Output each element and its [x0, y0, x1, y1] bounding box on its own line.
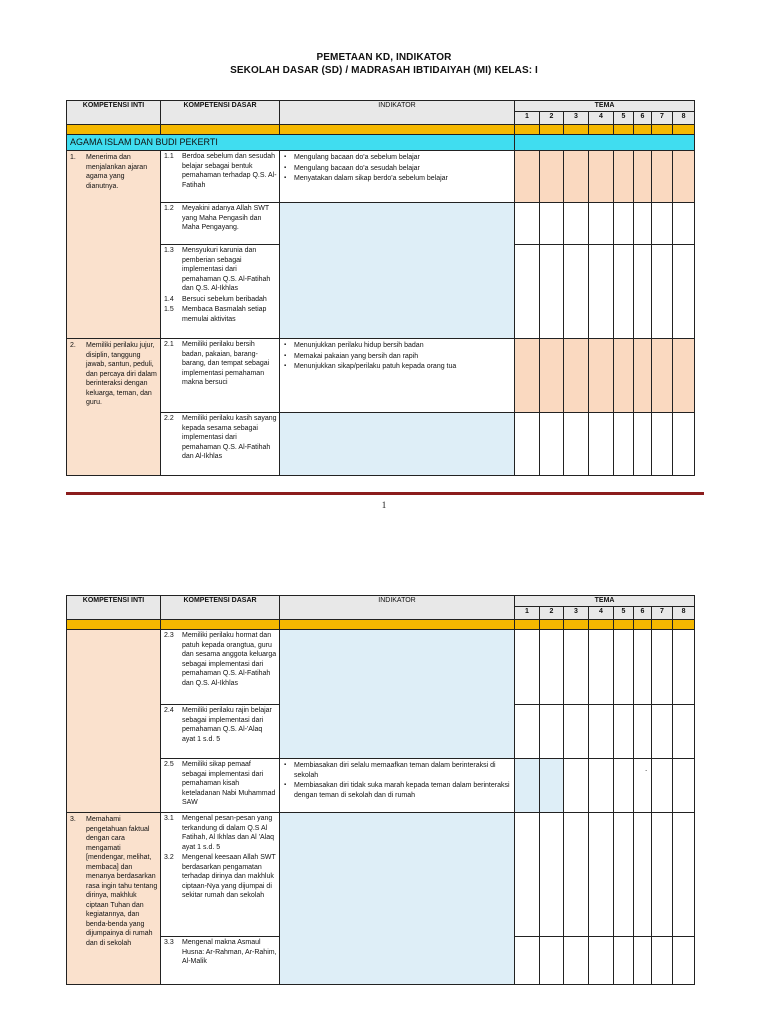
kd-1-2-cell — [161, 203, 280, 245]
ki-number: 2. — [70, 342, 76, 349]
indikator-item: ▪ Menyatakan dalam sikap berdo'a sebelum belajar — [294, 174, 514, 184]
indikator-cell-empty — [280, 203, 515, 339]
kd-number: 3.2 — [164, 854, 174, 861]
subject-label: AGAMA ISLAM DAN BUDI PEKERTI — [67, 135, 515, 151]
tema-number: 2 — [540, 607, 564, 620]
kd-text: Meyakini adanya Allah SWT yang Maha Pengasih dan Maha Pengayang. — [182, 205, 270, 231]
document-subtitle: SEKOLAH DASAR (SD) / MADRASAH IBTIDAIYAH (MI) KELAS: I — [230, 65, 538, 76]
kd-2-5-cell — [161, 759, 280, 813]
kd-text: Memiliki perilaku bersih badan, pakaian, barang-barang, dan tempat sebagai implementasi pemahaman makna bersuci — [182, 341, 270, 386]
kd-3-1-and-3-2-cell — [161, 813, 280, 937]
kd-text: Membaca Basmalah setiap memulai aktivitas — [182, 306, 267, 323]
ki-1-cell — [67, 151, 161, 339]
ki-text: Memahami pengetahuan faktual dengan cara mengamati [mendengar, melihat, membaca] dan menanya berdasarkan rasa ingin tahu tentang dirinya, makhluk ciptaan Tuhan dan kegiatannya, dan benda-benda yang dijumpainya di rumah dan di sekolah — [86, 816, 158, 947]
kd-1-3-to-1-5-cell — [161, 245, 280, 339]
table-row — [67, 151, 695, 203]
ki-number: 3. — [70, 816, 76, 823]
tema-number: 1 — [515, 607, 540, 620]
tema-number: 2 — [540, 112, 564, 125]
indikator-cell-empty — [280, 630, 515, 759]
kd-3-3-cell — [161, 937, 280, 985]
ki-3-cell — [67, 813, 161, 985]
indikator-cell — [280, 151, 515, 203]
indikator-item: ▪ Mengulang bacaan do'a sebelum belajar — [294, 153, 514, 163]
subject-row — [67, 135, 695, 151]
indikator-item: ▪ Menunjukkan sikap/perilaku patuh kepada orang tua — [294, 362, 514, 372]
table-row — [67, 813, 695, 937]
table-row — [67, 630, 695, 705]
kd-number: 1.5 — [164, 306, 174, 313]
tema-number: 7 — [652, 607, 673, 620]
table-row — [67, 759, 695, 813]
header-kompetensi-inti: KOMPETENSI INTI — [67, 596, 161, 620]
kd-number: 3.3 — [164, 939, 174, 946]
tema-number: 5 — [614, 112, 634, 125]
kd-text: Berdoa sebelum dan sesudah belajar sebagai bentuk pemahaman terhadap Q.S. Al-Fatihah — [182, 153, 277, 189]
header-tema: TEMA — [515, 101, 695, 112]
tema-number: 8 — [673, 112, 695, 125]
page-number: 1 — [381, 500, 387, 510]
indikator-cell-empty — [280, 413, 515, 476]
yellow-separator-row — [67, 620, 695, 630]
header-indikator: INDIKATOR — [280, 101, 515, 125]
kd-text: Bersuci sebelum beribadah — [182, 295, 267, 303]
ki-2-continued-cell — [67, 630, 161, 813]
document-title: PEMETAAN KD, INDIKATOR — [316, 52, 452, 63]
ki-text: Memiliki perilaku jujur, disiplin, tanggung jawab, santun, peduli, dan percaya diri dalam berinteraksi dengan keluarga, teman, dan guru. — [86, 342, 157, 406]
header-indikator: INDIKATOR — [280, 596, 515, 620]
kd-2-3-cell — [161, 630, 280, 705]
indikator-cell — [280, 339, 515, 413]
ki-2-cell — [67, 339, 161, 476]
indikator-item: ▪ Membiasakan diri tidak suka marah kepada teman dalam berinteraksi dengan teman di sekolah dan di rumah — [294, 781, 514, 800]
table-row — [67, 203, 695, 245]
header-kompetensi-dasar: KOMPETENSI DASAR — [161, 101, 280, 125]
tema-number: 3 — [564, 607, 589, 620]
kd-1-1-cell — [161, 151, 280, 203]
header-kompetensi-inti: KOMPETENSI INTI — [67, 101, 161, 125]
table-row — [67, 413, 695, 476]
kd-text: Mengenal keesaan Allah SWT berdasarkan pengamatan terhadap dirinya dan makhluk ciptaan-Nya yang dijumpai di sekitar rumah dan sekolah — [182, 854, 276, 899]
kd-text: Memiliki perilaku kasih sayang kepada sesama sebagai implementasi dari pemahaman Q.S. Al-Fatihah dan Al-Ikhlas — [182, 415, 277, 460]
kd-text: Mensyukuri karunia dan pemberian sebagai implementasi dari pemahaman Q.S. Al-Fatihah dan Q.S. Al-Ikhlas — [182, 247, 271, 292]
tema-number: 4 — [589, 112, 614, 125]
kd-number: 1.4 — [164, 295, 174, 303]
indikator-item: ▪ Mengulang bacaan do'a sesudah belajar — [294, 164, 514, 174]
tema-number: 5 — [614, 607, 634, 620]
kd-number: 2.4 — [164, 707, 174, 714]
kd-text: Memiliki perilaku rajin belajar sebagai implementasi dari pemahaman Q.S. Al-'Alaq ayat 1 s.d. 5 — [182, 707, 272, 743]
tema-number: 8 — [673, 607, 695, 620]
kd-text: Memiliki perilaku hormat dan patuh kepada orangtua, guru dan sesama anggota keluarga sebagai implementasi dari pemahaman Q.S. Al-Fatihah dan Q.S. Al-Ikhlas — [182, 632, 277, 687]
indikator-item: ▪ Menunjukkan perilaku hidup bersih badan — [294, 341, 514, 351]
mapping-table-page-1 — [66, 100, 695, 476]
kd-text: Mengenal makna Asmaul Husna: Ar-Rahman, Ar-Rahim, Al-Malik — [182, 939, 277, 965]
stray-mark: . — [645, 764, 648, 773]
tema-number: 4 — [589, 607, 614, 620]
indikator-cell-empty — [280, 813, 515, 985]
indikator-item: ▪ Membiasakan diri selalu memaafkan teman dalam berinteraksi di sekolah — [294, 761, 514, 780]
indikator-item: ▪ Memakai pakaian yang bersih dan rapih — [294, 352, 514, 362]
kd-number: 1.3 — [164, 247, 174, 254]
tema-number: 6 — [634, 112, 652, 125]
tema-number: 1 — [515, 112, 540, 125]
kd-number: 1.1 — [164, 153, 174, 160]
ki-number: 1. — [70, 154, 76, 161]
kd-number: 2.1 — [164, 341, 174, 348]
kd-number: 2.5 — [164, 761, 174, 768]
kd-text: Memiliki sikap pemaaf sebagai implementasi dari pemahaman kisah keteladanan Nabi Muhammad SAW — [182, 761, 276, 806]
kd-number: 2.2 — [164, 415, 174, 422]
header-kompetensi-dasar: KOMPETENSI DASAR — [161, 596, 280, 620]
kd-text: Mengenal pesan-pesan yang terkandung di dalam Q.S Al Fatihah, Al Ikhlas dan Al 'Alaq ayat 1 s.d. 5 — [182, 815, 275, 851]
kd-number: 2.3 — [164, 632, 174, 639]
kd-number: 3.1 — [164, 815, 174, 822]
ki-text: Menerima dan menjalankan ajaran agama yang dianutnya. — [86, 154, 148, 190]
kd-2-1-cell — [161, 339, 280, 413]
indikator-cell — [280, 759, 515, 813]
table-row — [67, 339, 695, 413]
mapping-table-page-2 — [66, 595, 695, 985]
header-tema: TEMA — [515, 596, 695, 607]
page-divider-rule — [66, 492, 704, 495]
tema-number: 3 — [564, 112, 589, 125]
yellow-separator-row — [67, 125, 695, 135]
tema-number: 7 — [652, 112, 673, 125]
kd-2-4-cell — [161, 705, 280, 759]
tema-number: 6 — [634, 607, 652, 620]
kd-2-2-cell — [161, 413, 280, 476]
kd-number: 1.2 — [164, 205, 174, 212]
